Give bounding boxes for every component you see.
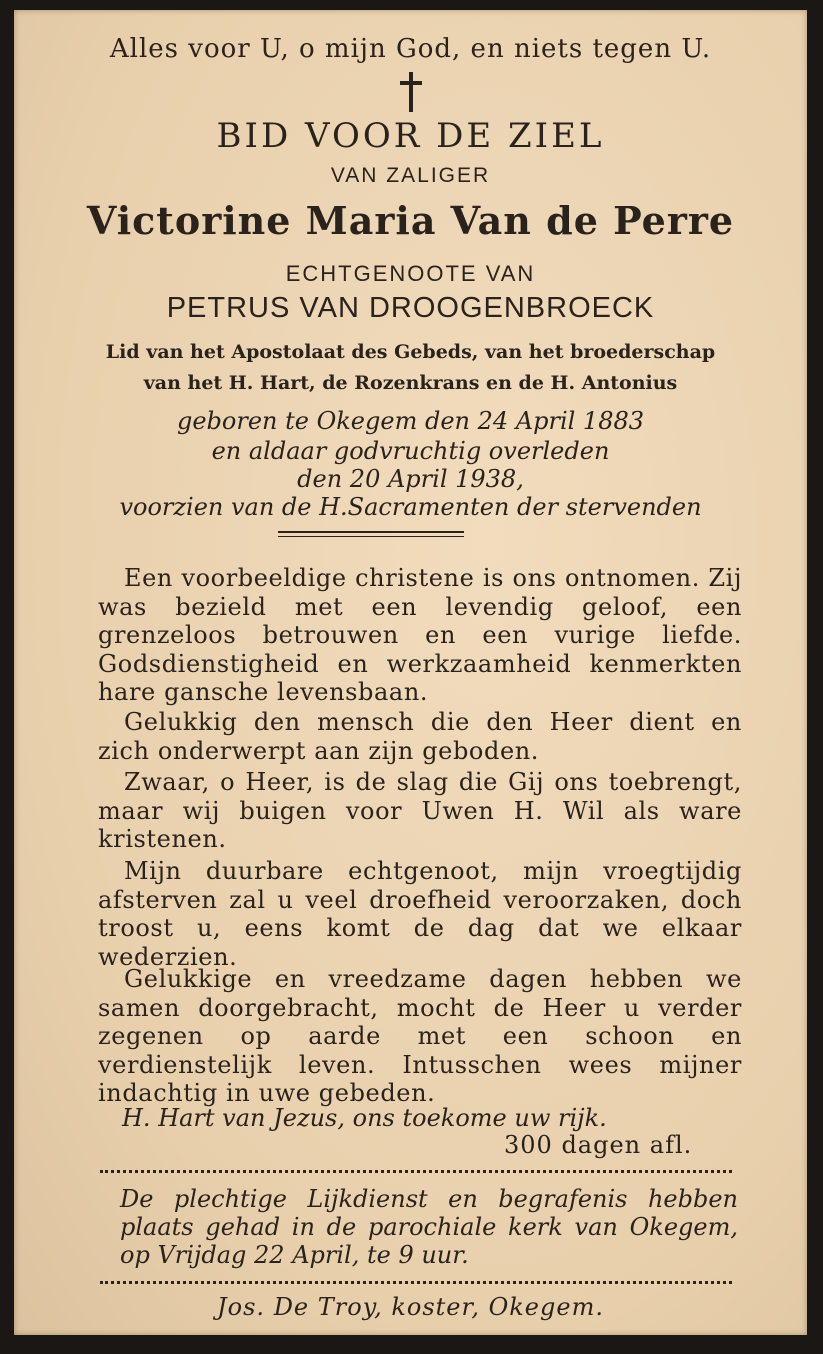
echtgenoote-van: ECHTGENOOTE VAN — [285, 261, 536, 286]
dotted-divider-bottom — [100, 1281, 732, 1284]
prayer-line: H. Hart van Jezus, ons toekome uw rijk. — [122, 1104, 607, 1132]
van-zaliger: VAN ZALIGER — [330, 164, 491, 187]
motto: Alles voor U, o mijn God, en niets tegen U. — [109, 34, 712, 64]
birth-line-3: den 20 April 1938, — [297, 465, 524, 493]
body-paragraph-3 — [98, 768, 742, 859]
divider-double-rule — [278, 531, 464, 537]
membership-line-1: Lid van het Apostolaat des Gebeds, van het broederschap — [105, 341, 716, 363]
funeral-notice: De plechtige Lijkdienst en begrafenis hebben plaats gehad in de parochiale kerk van Okegem, op Vrijdag 22 April, te 9 uur. — [120, 1185, 738, 1269]
birth-line-2: en aldaar godvruchtig overleden — [211, 437, 610, 465]
body-paragraph-1 — [98, 564, 742, 712]
dotted-divider-top — [100, 1170, 732, 1173]
latin-cross-icon — [14, 72, 807, 112]
membership-line-2: van het H. Hart, de Rozenkrans en de H. Antonius — [143, 372, 678, 394]
body-paragraph-5 — [98, 965, 742, 1113]
printer-credit: Jos. De Troy, koster, Okegem. — [217, 1293, 604, 1321]
paragraph: Mijn duurbare echtgenoot, mijn vroegtijdig afsterven zal u veel droefheid veroorzaken, doch troost u, eens komt de dag dat we elkaar wederzien. — [98, 857, 742, 971]
bid-voor-de-ziel: BID VOOR DE ZIEL — [216, 116, 605, 156]
birth-line-1: geboren te Okegem den 24 April 1883 — [176, 407, 645, 435]
memorial-card — [14, 10, 807, 1335]
deceased-name: Victorine Maria Van de Perre — [86, 198, 735, 243]
body-paragraph-2 — [98, 708, 742, 770]
indulgence: 300 dagen afl. — [504, 1131, 693, 1159]
paragraph: Zwaar, o Heer, is de slag die Gij ons toebrengt, maar wij buigen voor Uwen H. Wil als ware kristenen. — [98, 768, 742, 853]
birth-line-4: voorzien van de H.Sacramenten der stervenden — [119, 493, 702, 521]
paragraph: Gelukkig den mensch die den Heer dient en zich onderwerpt aan zijn geboden. — [98, 708, 742, 765]
body-paragraph-4 — [98, 857, 742, 976]
paragraph: Gelukkige en vreedzame dagen hebben we samen doorgebracht, mocht de Heer u verder zegenen op aarde met een schoon en verdienstelijk leven. Intusschen wees mijner indachtig in uwe gebeden. — [98, 965, 742, 1107]
paragraph: Een voorbeeldige christene is ons ontnomen. Zij was bezield met een levendig geloof, een grenzeloos betrouwen en een vurige liefde. Godsdienstigheid en werkzaamheid kenmerkten hare gansche levensbaan. — [98, 564, 742, 706]
husband-name: PETRUS VAN DROOGENBROECK — [166, 292, 655, 324]
